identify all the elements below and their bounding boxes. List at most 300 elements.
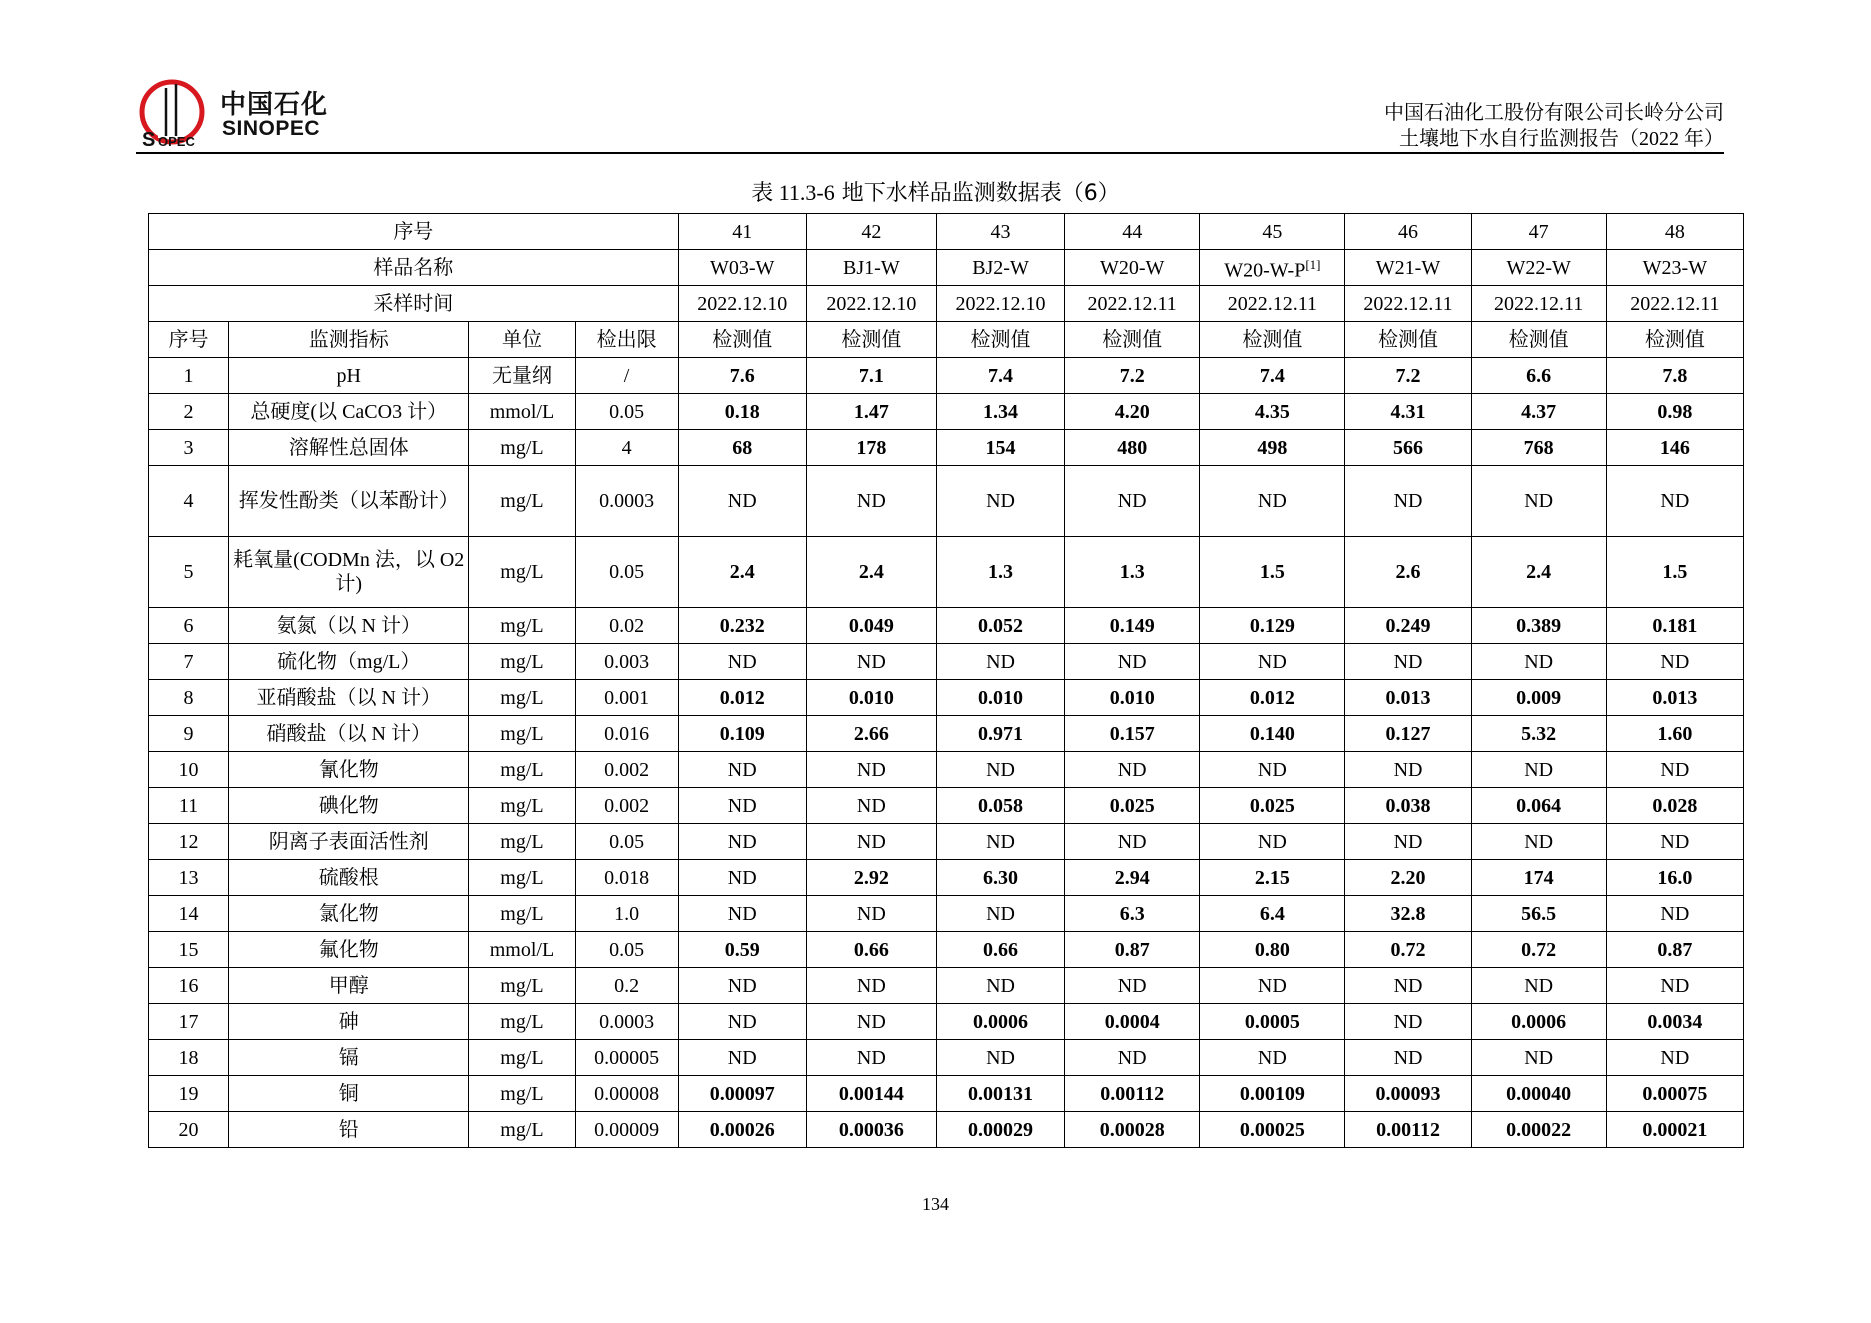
sample-name-row-cell: BJ1-W <box>806 250 936 286</box>
measured-value: ND <box>1606 752 1743 788</box>
sample-time-row-cell: 2022.12.11 <box>1606 286 1743 322</box>
indicator-name: 总硬度(以 CaCO3 计） <box>229 394 469 430</box>
sample-name-row-cell: W21-W <box>1345 250 1471 286</box>
measured-value: ND <box>1606 644 1743 680</box>
measured-value: ND <box>806 1004 936 1040</box>
measured-value: 4.20 <box>1065 394 1200 430</box>
table-row <box>149 1112 1744 1148</box>
detection-limit: 0.018 <box>575 860 678 896</box>
seq-header-row <box>149 214 1744 250</box>
measured-value: 0.0034 <box>1606 1004 1743 1040</box>
measured-value: ND <box>1065 466 1200 537</box>
table-row <box>149 358 1744 394</box>
indicator-name: 碘化物 <box>229 788 469 824</box>
measured-value: ND <box>936 1040 1064 1076</box>
table-row <box>149 644 1744 680</box>
indicator-name: 溶解性总固体 <box>229 430 469 466</box>
page-header <box>136 70 1724 154</box>
table-row <box>149 537 1744 608</box>
unit-cell: mg/L <box>469 968 575 1004</box>
measured-value: 32.8 <box>1345 896 1471 932</box>
col-header-value: 检测值 <box>1471 322 1606 358</box>
measured-value: ND <box>1065 968 1200 1004</box>
unit-cell: mmol/L <box>469 932 575 968</box>
measured-value: 0.00112 <box>1065 1076 1200 1112</box>
measured-value: 6.6 <box>1471 358 1606 394</box>
measured-value: ND <box>806 896 936 932</box>
measured-value: ND <box>678 824 806 860</box>
row-number: 20 <box>149 1112 229 1148</box>
detection-limit: 0.0003 <box>575 466 678 537</box>
detection-limit: 0.02 <box>575 608 678 644</box>
row-number: 13 <box>149 860 229 896</box>
measured-value: 7.1 <box>806 358 936 394</box>
sample-name-row-label: 样品名称 <box>149 250 679 286</box>
measured-value: 0.389 <box>1471 608 1606 644</box>
measured-value: 7.2 <box>1065 358 1200 394</box>
detection-limit: 1.0 <box>575 896 678 932</box>
row-number: 6 <box>149 608 229 644</box>
sample-time-row <box>149 286 1744 322</box>
measured-value: ND <box>936 752 1064 788</box>
measured-value: ND <box>806 1040 936 1076</box>
indicator-name: 耗氧量(CODMn 法，以 O2 计) <box>229 537 469 608</box>
measured-value: 0.049 <box>806 608 936 644</box>
measured-value: 4.31 <box>1345 394 1471 430</box>
measured-value: 0.127 <box>1345 716 1471 752</box>
measured-value: 0.00075 <box>1606 1076 1743 1112</box>
measured-value: ND <box>1345 824 1471 860</box>
measured-value: 0.00144 <box>806 1076 936 1112</box>
measured-value: 6.3 <box>1065 896 1200 932</box>
unit-cell: mg/L <box>469 752 575 788</box>
measured-value: 0.00036 <box>806 1112 936 1148</box>
measured-value: 0.66 <box>806 932 936 968</box>
measured-value: ND <box>1065 1040 1200 1076</box>
column-header-row <box>149 322 1744 358</box>
measured-value: ND <box>936 466 1064 537</box>
measured-value: 6.4 <box>1200 896 1345 932</box>
measured-value: 1.5 <box>1200 537 1345 608</box>
measured-value: 480 <box>1065 430 1200 466</box>
sample-name-row-cell: W22-W <box>1471 250 1606 286</box>
measured-value: 0.00093 <box>1345 1076 1471 1112</box>
unit-cell: mg/L <box>469 430 575 466</box>
measured-value: 4.35 <box>1200 394 1345 430</box>
sample-time-row-cell: 2022.12.11 <box>1345 286 1471 322</box>
measured-value: 2.20 <box>1345 860 1471 896</box>
measured-value: 7.4 <box>1200 358 1345 394</box>
sample-name-text: W20-W-P <box>1224 259 1306 282</box>
table-row <box>149 824 1744 860</box>
indicator-name: 甲醇 <box>229 968 469 1004</box>
sample-name-row <box>149 250 1744 286</box>
measured-value: 0.012 <box>1200 680 1345 716</box>
measured-value: ND <box>678 896 806 932</box>
row-number: 18 <box>149 1040 229 1076</box>
unit-cell: mg/L <box>469 896 575 932</box>
measured-value: 0.72 <box>1471 932 1606 968</box>
measured-value: ND <box>1345 1040 1471 1076</box>
measured-value: 0.157 <box>1065 716 1200 752</box>
measured-value: ND <box>806 466 936 537</box>
table-row <box>149 968 1744 1004</box>
seq-header-row-label: 序号 <box>149 214 679 250</box>
table-row <box>149 608 1744 644</box>
measured-value: 0.064 <box>1471 788 1606 824</box>
measured-value: 7.4 <box>936 358 1064 394</box>
measured-value: 6.30 <box>936 860 1064 896</box>
table-row <box>149 932 1744 968</box>
seq-header-row-cell: 44 <box>1065 214 1200 250</box>
indicator-name: 硫酸根 <box>229 860 469 896</box>
measured-value: 0.232 <box>678 608 806 644</box>
unit-cell: mg/L <box>469 788 575 824</box>
detection-limit: 0.05 <box>575 932 678 968</box>
measured-value: 0.00131 <box>936 1076 1064 1112</box>
footnote-marker: [1] <box>1305 256 1321 272</box>
measured-value: 0.87 <box>1606 932 1743 968</box>
measured-value: 0.181 <box>1606 608 1743 644</box>
measured-value: 768 <box>1471 430 1606 466</box>
measured-value: ND <box>678 968 806 1004</box>
measured-value: ND <box>1606 896 1743 932</box>
detection-limit: 0.0003 <box>575 1004 678 1040</box>
measured-value: ND <box>1345 752 1471 788</box>
seq-header-row-cell: 48 <box>1606 214 1743 250</box>
measured-value: ND <box>806 788 936 824</box>
indicator-name: 挥发性酚类（以苯酚计） <box>229 466 469 537</box>
col-header-value: 检测值 <box>806 322 936 358</box>
sample-name-row-cell: W20-W <box>1065 250 1200 286</box>
measured-value: 7.8 <box>1606 358 1743 394</box>
measured-value: 0.00029 <box>936 1112 1064 1148</box>
measured-value: ND <box>806 968 936 1004</box>
measured-value: 0.87 <box>1065 932 1200 968</box>
measured-value: 0.80 <box>1200 932 1345 968</box>
table-row <box>149 1004 1744 1040</box>
sample-time-row-cell: 2022.12.10 <box>678 286 806 322</box>
sample-time-row-cell: 2022.12.11 <box>1065 286 1200 322</box>
row-number: 16 <box>149 968 229 1004</box>
sample-name-row-cell <box>1200 250 1345 286</box>
measured-value: ND <box>1471 466 1606 537</box>
measured-value: 0.249 <box>1345 608 1471 644</box>
measured-value: 2.15 <box>1200 860 1345 896</box>
row-number: 17 <box>149 1004 229 1040</box>
measured-value: 0.010 <box>936 680 1064 716</box>
measured-value: ND <box>936 824 1064 860</box>
sample-time-row-label: 采样时间 <box>149 286 679 322</box>
row-number: 1 <box>149 358 229 394</box>
measured-value: ND <box>1200 1040 1345 1076</box>
col-header-value: 检测值 <box>1345 322 1471 358</box>
col-header-value: 检测值 <box>1065 322 1200 358</box>
measured-value: 2.6 <box>1345 537 1471 608</box>
measured-value: ND <box>1606 466 1743 537</box>
unit-cell: mg/L <box>469 1040 575 1076</box>
detection-limit: 0.2 <box>575 968 678 1004</box>
row-number: 14 <box>149 896 229 932</box>
indicator-name: 砷 <box>229 1004 469 1040</box>
measured-value: 0.109 <box>678 716 806 752</box>
table-row <box>149 1076 1744 1112</box>
caption-title: 地下水样品监测数据表（6） <box>834 181 1120 206</box>
row-number: 9 <box>149 716 229 752</box>
measured-value: ND <box>1345 1004 1471 1040</box>
measured-value: ND <box>1200 968 1345 1004</box>
measured-value: 0.00097 <box>678 1076 806 1112</box>
row-number: 15 <box>149 932 229 968</box>
row-number: 5 <box>149 537 229 608</box>
seq-header-row-cell: 43 <box>936 214 1064 250</box>
measured-value: 1.34 <box>936 394 1064 430</box>
measured-value: 0.18 <box>678 394 806 430</box>
measured-value: 0.010 <box>806 680 936 716</box>
measured-value: ND <box>1200 644 1345 680</box>
indicator-name: 亚硝酸盐（以 N 计） <box>229 680 469 716</box>
measured-value: ND <box>678 788 806 824</box>
brand-english: SINOPEC <box>222 117 321 140</box>
unit-cell: mg/L <box>469 824 575 860</box>
measured-value: ND <box>806 644 936 680</box>
row-number: 7 <box>149 644 229 680</box>
measured-value: ND <box>1606 824 1743 860</box>
row-number: 12 <box>149 824 229 860</box>
detection-limit: 0.05 <box>575 394 678 430</box>
row-number: 8 <box>149 680 229 716</box>
sample-time-row-cell: 2022.12.10 <box>806 286 936 322</box>
row-number: 19 <box>149 1076 229 1112</box>
measured-value: 0.66 <box>936 932 1064 968</box>
row-number: 11 <box>149 788 229 824</box>
measured-value: ND <box>806 824 936 860</box>
detection-limit: 4 <box>575 430 678 466</box>
measured-value: 2.92 <box>806 860 936 896</box>
measured-value: ND <box>936 644 1064 680</box>
measured-value: ND <box>1471 824 1606 860</box>
table-caption <box>0 176 1871 207</box>
indicator-name: 硫化物（mg/L） <box>229 644 469 680</box>
measured-value: 0.0006 <box>936 1004 1064 1040</box>
indicator-name: 氟化物 <box>229 932 469 968</box>
measured-value: ND <box>936 968 1064 1004</box>
measured-value: ND <box>936 896 1064 932</box>
measured-value: ND <box>1471 644 1606 680</box>
sample-name-row-cell: W23-W <box>1606 250 1743 286</box>
measured-value: 0.009 <box>1471 680 1606 716</box>
indicator-name: pH <box>229 358 469 394</box>
measured-value: 0.98 <box>1606 394 1743 430</box>
measured-value: ND <box>1471 968 1606 1004</box>
unit-cell: mg/L <box>469 680 575 716</box>
col-header-unit: 单位 <box>469 322 575 358</box>
table-row <box>149 716 1744 752</box>
measured-value: 0.00040 <box>1471 1076 1606 1112</box>
table-row <box>149 1040 1744 1076</box>
measured-value: 0.012 <box>678 680 806 716</box>
measured-value: ND <box>678 752 806 788</box>
svg-text:S: S <box>142 129 156 150</box>
col-header-seq: 序号 <box>149 322 229 358</box>
measured-value: 0.00109 <box>1200 1076 1345 1112</box>
measured-value: 2.4 <box>1471 537 1606 608</box>
unit-cell: mg/L <box>469 1076 575 1112</box>
measured-value: 0.013 <box>1606 680 1743 716</box>
detection-limit: 0.002 <box>575 752 678 788</box>
measured-value: ND <box>806 752 936 788</box>
indicator-name: 硝酸盐（以 N 计） <box>229 716 469 752</box>
table-row <box>149 788 1744 824</box>
measured-value: 56.5 <box>1471 896 1606 932</box>
report-title: 土壤地下水自行监测报告（2022 年） <box>1399 128 1724 150</box>
seq-header-row-cell: 41 <box>678 214 806 250</box>
measured-value: 0.00025 <box>1200 1112 1345 1148</box>
measured-value: 154 <box>936 430 1064 466</box>
measured-value: 0.028 <box>1606 788 1743 824</box>
measured-value: 4.37 <box>1471 394 1606 430</box>
measured-value: ND <box>1200 824 1345 860</box>
measured-value: 0.038 <box>1345 788 1471 824</box>
table-row <box>149 896 1744 932</box>
measured-value: ND <box>1065 824 1200 860</box>
unit-cell: mg/L <box>469 716 575 752</box>
unit-cell: 无量纲 <box>469 358 575 394</box>
indicator-name: 氨氮（以 N 计） <box>229 608 469 644</box>
measured-value: 0.0004 <box>1065 1004 1200 1040</box>
col-header-value: 检测值 <box>936 322 1064 358</box>
measured-value: ND <box>678 860 806 896</box>
measured-value: 2.66 <box>806 716 936 752</box>
detection-limit: 0.05 <box>575 537 678 608</box>
measured-value: 2.4 <box>678 537 806 608</box>
measured-value: 0.00026 <box>678 1112 806 1148</box>
measured-value: 174 <box>1471 860 1606 896</box>
measured-value: 16.0 <box>1606 860 1743 896</box>
measured-value: 7.2 <box>1345 358 1471 394</box>
groundwater-data-table <box>148 213 1744 1148</box>
measured-value: ND <box>1065 644 1200 680</box>
detection-limit: 0.016 <box>575 716 678 752</box>
measured-value: 1.3 <box>936 537 1064 608</box>
col-header-indicator: 监测指标 <box>229 322 469 358</box>
measured-value: 0.0006 <box>1471 1004 1606 1040</box>
measured-value: 0.149 <box>1065 608 1200 644</box>
indicator-name: 铜 <box>229 1076 469 1112</box>
col-header-limit: 检出限 <box>575 322 678 358</box>
measured-value: ND <box>678 466 806 537</box>
measured-value: 1.60 <box>1606 716 1743 752</box>
sample-time-row-cell: 2022.12.11 <box>1471 286 1606 322</box>
measured-value: 0.010 <box>1065 680 1200 716</box>
measured-value: ND <box>1200 752 1345 788</box>
measured-value: 566 <box>1345 430 1471 466</box>
measured-value: 0.971 <box>936 716 1064 752</box>
measured-value: 498 <box>1200 430 1345 466</box>
table-row <box>149 860 1744 896</box>
detection-limit: / <box>575 358 678 394</box>
measured-value: 0.025 <box>1065 788 1200 824</box>
measured-value: 0.013 <box>1345 680 1471 716</box>
measured-value: ND <box>1606 968 1743 1004</box>
unit-cell: mg/L <box>469 644 575 680</box>
company-name: 中国石油化工股份有限公司长岭分公司 <box>1384 102 1724 124</box>
measured-value: 0.00028 <box>1065 1112 1200 1148</box>
sinopec-logo-icon <box>136 78 208 150</box>
measured-value: 0.00112 <box>1345 1112 1471 1148</box>
brand-chinese: 中国石化 <box>220 90 329 120</box>
measured-value: 146 <box>1606 430 1743 466</box>
indicator-name: 氰化物 <box>229 752 469 788</box>
unit-cell: mg/L <box>469 1004 575 1040</box>
detection-limit: 0.00008 <box>575 1076 678 1112</box>
measured-value: 0.00021 <box>1606 1112 1743 1148</box>
detection-limit: 0.003 <box>575 644 678 680</box>
row-number: 3 <box>149 430 229 466</box>
row-number: 2 <box>149 394 229 430</box>
measured-value: 0.0005 <box>1200 1004 1345 1040</box>
page-number: 134 <box>922 1194 949 1214</box>
detection-limit: 0.002 <box>575 788 678 824</box>
seq-header-row-cell: 47 <box>1471 214 1606 250</box>
measured-value: 0.140 <box>1200 716 1345 752</box>
measured-value: ND <box>1345 644 1471 680</box>
indicator-name: 镉 <box>229 1040 469 1076</box>
unit-cell: mg/L <box>469 608 575 644</box>
row-number: 10 <box>149 752 229 788</box>
indicator-name: 氯化物 <box>229 896 469 932</box>
measured-value: 5.32 <box>1471 716 1606 752</box>
unit-cell: mg/L <box>469 860 575 896</box>
measured-value: 0.025 <box>1200 788 1345 824</box>
measured-value: 2.4 <box>806 537 936 608</box>
unit-cell: mg/L <box>469 1112 575 1148</box>
caption-number: 11.3-6 <box>778 180 835 205</box>
measured-value: ND <box>1471 752 1606 788</box>
detection-limit: 0.05 <box>575 824 678 860</box>
sample-time-row-cell: 2022.12.11 <box>1200 286 1345 322</box>
row-number: 4 <box>149 466 229 537</box>
measured-value: ND <box>1471 1040 1606 1076</box>
table-row <box>149 394 1744 430</box>
measured-value: 0.058 <box>936 788 1064 824</box>
measured-value: 0.129 <box>1200 608 1345 644</box>
caption-prefix: 表 <box>751 180 779 205</box>
sample-name-row-cell: BJ2-W <box>936 250 1064 286</box>
seq-header-row-cell: 42 <box>806 214 936 250</box>
seq-header-row-cell: 46 <box>1345 214 1471 250</box>
seq-header-row-cell: 45 <box>1200 214 1345 250</box>
measured-value: 0.00022 <box>1471 1112 1606 1148</box>
measured-value: ND <box>678 1040 806 1076</box>
measured-value: ND <box>1065 752 1200 788</box>
unit-cell: mg/L <box>469 466 575 537</box>
measured-value: 1.5 <box>1606 537 1743 608</box>
unit-cell: mg/L <box>469 537 575 608</box>
measured-value: 0.72 <box>1345 932 1471 968</box>
measured-value: 68 <box>678 430 806 466</box>
measured-value: 2.94 <box>1065 860 1200 896</box>
measured-value: ND <box>1345 466 1471 537</box>
measured-value: 0.052 <box>936 608 1064 644</box>
measured-value: 1.3 <box>1065 537 1200 608</box>
indicator-name: 铅 <box>229 1112 469 1148</box>
detection-limit: 0.001 <box>575 680 678 716</box>
measured-value: ND <box>1200 466 1345 537</box>
detection-limit: 0.00009 <box>575 1112 678 1148</box>
table-row <box>149 466 1744 537</box>
measured-value: 1.47 <box>806 394 936 430</box>
